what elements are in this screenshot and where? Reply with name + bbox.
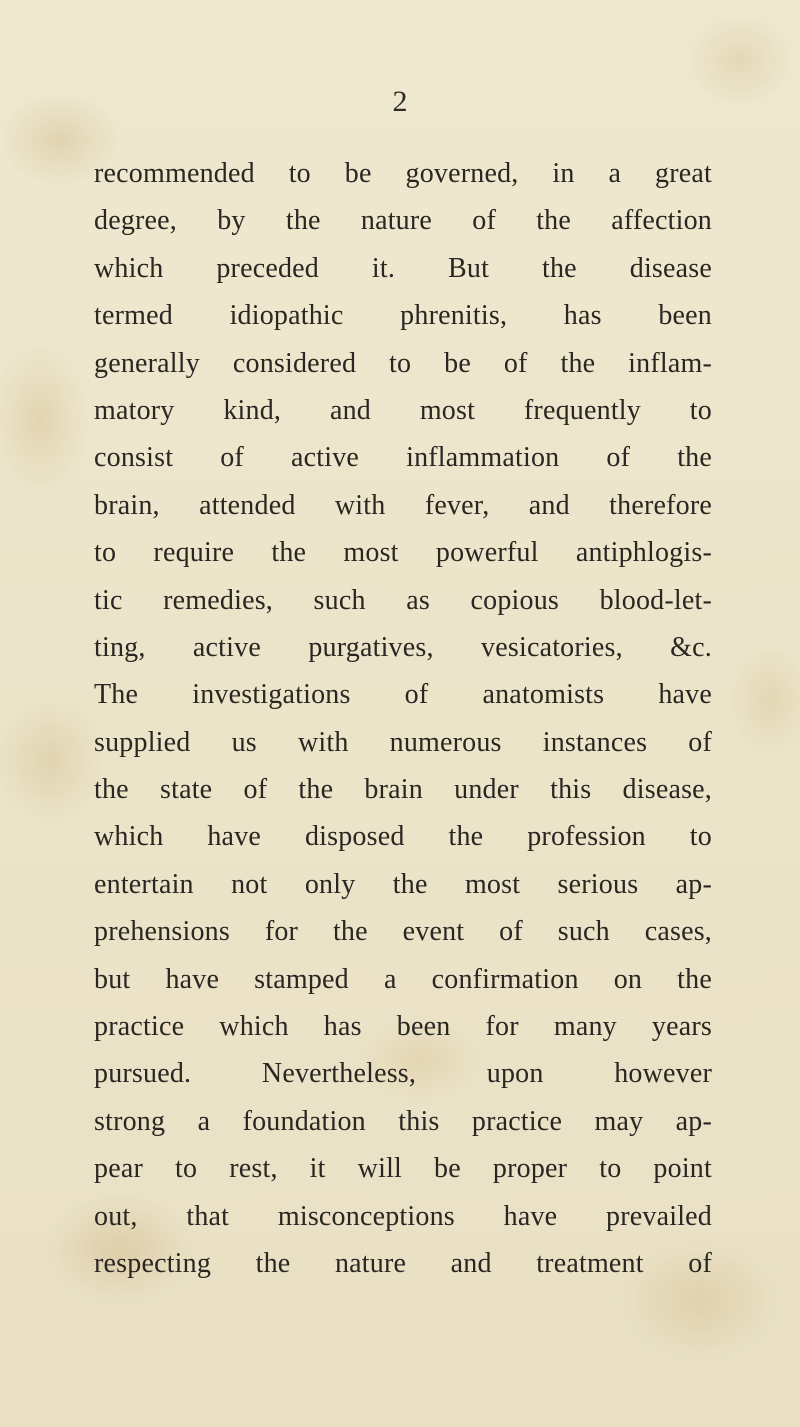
text-line: which have disposed the profession to xyxy=(94,821,712,853)
text-line: brain, attended with fever, and therefore xyxy=(94,489,712,521)
text-line: degree, by the nature of the affection xyxy=(94,205,712,237)
body-text xyxy=(94,150,712,1287)
text-line: the state of the brain under this disease, xyxy=(94,774,712,806)
text-line: pear to rest, it will be proper to point xyxy=(94,1153,712,1185)
text-line: strong a foundation this practice may ap- xyxy=(94,1105,712,1137)
text-line: respecting the nature and treatment of xyxy=(94,1247,712,1279)
text-line: matory kind, and most frequently to xyxy=(94,394,712,426)
text-line: generally considered to be of the inflam- xyxy=(94,347,712,379)
text-line: recommended to be governed, in a great xyxy=(94,158,712,189)
text-line: supplied us with numerous instances of xyxy=(94,726,712,758)
text-line: consist of active inflammation of the xyxy=(94,442,712,474)
text-line: tic remedies, such as copious blood-let- xyxy=(94,584,712,616)
text-line: termed idiopathic phrenitis, has been xyxy=(94,300,712,332)
text-line: which preceded it. But the disease xyxy=(94,252,712,284)
text-line: entertain not only the most serious ap- xyxy=(94,868,712,900)
text-line: The investigations of anatomists have xyxy=(94,679,712,711)
text-line: to require the most powerful antiphlogis- xyxy=(94,537,712,569)
text-line: out, that misconceptions have prevailed xyxy=(94,1200,712,1232)
text-line: pursued. Nevertheless, upon however xyxy=(94,1058,712,1090)
text-line: ting, active purgatives, vesicatories, &c. xyxy=(94,631,712,663)
text-line: prehensions for the event of such cases, xyxy=(94,916,712,948)
text-line: practice which has been for many years xyxy=(94,1011,712,1043)
text-line: but have stamped a confirmation on the xyxy=(94,963,712,995)
page-number: 2 xyxy=(392,85,408,118)
